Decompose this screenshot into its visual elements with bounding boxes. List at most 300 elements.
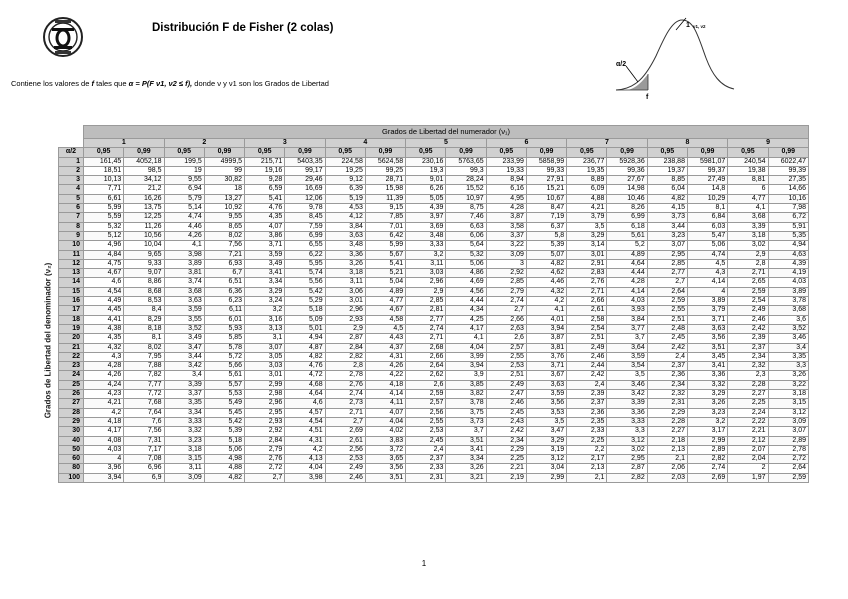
f-value-cell: 3,6 xyxy=(768,315,808,324)
f-value-cell: 5763,65 xyxy=(446,157,486,166)
f-value-cell: 3,99 xyxy=(446,352,486,361)
f-value-cell: 4,57 xyxy=(285,408,325,417)
f-value-cell: 5,2 xyxy=(607,241,647,250)
f-value-cell: 21,2 xyxy=(124,185,164,194)
f-value-cell: 2,4 xyxy=(406,445,446,454)
f-value-cell: 3,81 xyxy=(164,269,204,278)
f-value-cell: 2,53 xyxy=(325,455,365,464)
f-value-cell: 4052,18 xyxy=(124,157,164,166)
f-value-cell: 4 xyxy=(84,455,124,464)
f-value-cell: 3,44 xyxy=(647,222,687,231)
f-value-cell: 3,85 xyxy=(446,380,486,389)
f-value-cell: 3,13 xyxy=(245,324,285,333)
denominator-df-cell: 20 xyxy=(59,334,84,343)
f-value-cell: 4,2 xyxy=(84,408,124,417)
f-value-cell: 2 xyxy=(728,464,768,473)
f-value-cell: 4,44 xyxy=(446,297,486,306)
f-value-cell: 4,77 xyxy=(728,194,768,203)
f-value-cell: 3,71 xyxy=(687,315,727,324)
f-value-cell: 5,91 xyxy=(768,222,808,231)
f-value-cell: 3,79 xyxy=(567,213,607,222)
denominator-df-cell: 9 xyxy=(59,231,84,240)
f-value-cell: 3,73 xyxy=(647,213,687,222)
f-value-cell: 7,31 xyxy=(124,436,164,445)
f-value-cell: 3,01 xyxy=(245,371,285,380)
numerator-df-7: 7 xyxy=(567,139,648,148)
probability-0-99: 0,99 xyxy=(124,148,164,157)
f-value-cell: 9,01 xyxy=(406,176,446,185)
f-value-cell: 6,51 xyxy=(204,278,244,287)
f-value-cell: 2,49 xyxy=(486,380,526,389)
f-value-cell: 3,49 xyxy=(245,259,285,268)
f-value-cell: 7,21 xyxy=(204,250,244,259)
f-value-cell: 5,56 xyxy=(285,278,325,287)
f-value-cell: 5,06 xyxy=(446,259,486,268)
f-value-cell: 8,89 xyxy=(567,176,607,185)
f-value-cell: 4,94 xyxy=(285,334,325,343)
f-value-cell: 27,35 xyxy=(768,176,808,185)
f-value-cell: 3,84 xyxy=(607,315,647,324)
f-value-cell: 4,21 xyxy=(84,399,124,408)
f-value-cell: 233,99 xyxy=(486,157,526,166)
table-row xyxy=(59,390,809,399)
f-value-cell: 3,74 xyxy=(164,278,204,287)
f-value-cell: 2,45 xyxy=(647,334,687,343)
f-value-cell: 2,74 xyxy=(687,464,727,473)
f-value-cell: 3,23 xyxy=(647,231,687,240)
denominator-df-cell: 11 xyxy=(59,250,84,259)
f-value-cell: 19 xyxy=(164,166,204,175)
f-value-cell: 2,48 xyxy=(647,324,687,333)
f-value-cell: 2,25 xyxy=(486,455,526,464)
f-value-cell: 10,67 xyxy=(526,194,566,203)
f-value-cell: 8,47 xyxy=(526,204,566,213)
f-value-cell: 19,3 xyxy=(406,166,446,175)
f-value-cell: 3,89 xyxy=(164,259,204,268)
f-value-cell: 3,7 xyxy=(446,427,486,436)
f-value-cell: 4,02 xyxy=(365,427,405,436)
f-value-cell: 4,17 xyxy=(446,324,486,333)
f-value-cell: 2,03 xyxy=(647,473,687,482)
table-row xyxy=(59,380,809,389)
probability-0-95: 0,95 xyxy=(325,148,365,157)
f-value-cell: 2,53 xyxy=(406,427,446,436)
f-value-cell: 3,79 xyxy=(687,306,727,315)
f-value-cell: 19,33 xyxy=(486,166,526,175)
f-value-cell: 5,72 xyxy=(204,352,244,361)
f-value-cell: 3,5 xyxy=(567,222,607,231)
f-value-cell: 19,25 xyxy=(325,166,365,175)
numerator-df-4: 4 xyxy=(325,139,406,148)
f-value-cell: 3,56 xyxy=(687,334,727,343)
f-value-cell: 27,91 xyxy=(526,176,566,185)
f-value-cell: 5,8 xyxy=(526,231,566,240)
f-value-cell: 6,9 xyxy=(124,473,164,482)
f-value-cell: 3,11 xyxy=(164,464,204,473)
f-value-cell: 3,48 xyxy=(406,231,446,240)
f-value-cell: 238,88 xyxy=(647,157,687,166)
f-value-cell: 19,35 xyxy=(567,166,607,175)
f-value-cell: 3,89 xyxy=(687,297,727,306)
f-value-cell: 4,3 xyxy=(687,269,727,278)
f-value-cell: 2,45 xyxy=(406,436,446,445)
f-value-cell: 3,23 xyxy=(687,408,727,417)
f-value-cell: 2,71 xyxy=(406,334,446,343)
f-value-cell: 3,84 xyxy=(325,222,365,231)
f-value-cell: 3,54 xyxy=(607,362,647,371)
f-value-cell: 2,46 xyxy=(486,399,526,408)
f-value-cell: 4,15 xyxy=(647,204,687,213)
f-value-cell: 2,13 xyxy=(567,464,607,473)
f-value-cell: 6,26 xyxy=(406,185,446,194)
table-row xyxy=(59,259,809,268)
f-value-cell: 2,19 xyxy=(486,473,526,482)
denominator-df-cell: 26 xyxy=(59,390,84,399)
f-value-cell: 8,4 xyxy=(124,306,164,315)
f-value-cell: 2,76 xyxy=(245,455,285,464)
f-value-cell: 4,04 xyxy=(365,417,405,426)
f-value-cell: 7,08 xyxy=(124,455,164,464)
denominator-df-cell: 10 xyxy=(59,241,84,250)
f-value-cell: 4,74 xyxy=(164,213,204,222)
f-value-cell: 5,61 xyxy=(607,231,647,240)
f-value-cell: 2,36 xyxy=(567,408,607,417)
f-value-cell: 5,12 xyxy=(84,231,124,240)
f-value-cell: 8,1 xyxy=(124,334,164,343)
f-value-cell: 4 xyxy=(687,287,727,296)
f-value-cell: 5,79 xyxy=(164,194,204,203)
f-value-cell: 3,93 xyxy=(607,306,647,315)
f-value-cell: 6,93 xyxy=(204,259,244,268)
table-row xyxy=(59,334,809,343)
table-row xyxy=(59,352,809,361)
f-value-cell: 4,24 xyxy=(84,380,124,389)
f-value-cell: 8,29 xyxy=(124,315,164,324)
f-value-cell: 12,25 xyxy=(124,213,164,222)
f-value-cell: 2,79 xyxy=(245,445,285,454)
f-value-cell: 2,68 xyxy=(406,343,446,352)
f-value-cell: 15,21 xyxy=(526,185,566,194)
f-value-cell: 3,7 xyxy=(607,334,647,343)
f-value-cell: 3,11 xyxy=(406,259,446,268)
f-value-cell: 6,22 xyxy=(285,250,325,259)
f-value-cell: 4,12 xyxy=(325,213,365,222)
f-value-cell: 99 xyxy=(204,166,244,175)
f-value-cell: 3,06 xyxy=(325,287,365,296)
f-value-cell: 4,07 xyxy=(245,222,285,231)
f-value-cell: 4,28 xyxy=(486,204,526,213)
f-value-cell: 4,82 xyxy=(526,259,566,268)
f-value-cell: 3,63 xyxy=(164,297,204,306)
f-value-cell: 2,95 xyxy=(245,408,285,417)
f-value-cell: 2,49 xyxy=(325,464,365,473)
f-value-cell: 4,32 xyxy=(84,343,124,352)
f-value-cell: 2,72 xyxy=(768,455,808,464)
f-value-cell: 3,55 xyxy=(164,315,204,324)
f-value-cell: 3,05 xyxy=(245,352,285,361)
f-value-cell: 2,21 xyxy=(486,464,526,473)
f-value-cell: 2,87 xyxy=(325,334,365,343)
f-value-cell: 3 xyxy=(486,259,526,268)
f-value-cell: 4,84 xyxy=(84,250,124,259)
f-value-cell: 2,39 xyxy=(567,390,607,399)
f-value-cell: 8,18 xyxy=(124,324,164,333)
f-value-cell: 10,13 xyxy=(84,176,124,185)
f-value-cell: 2,69 xyxy=(325,427,365,436)
f-value-cell: 5,45 xyxy=(204,408,244,417)
f-value-cell: 2,99 xyxy=(526,473,566,482)
f-value-cell: 3,2 xyxy=(687,417,727,426)
f-value-cell: 6,84 xyxy=(687,213,727,222)
probability-0-99: 0,99 xyxy=(285,148,325,157)
f-value-cell: 3,32 xyxy=(164,427,204,436)
f-value-cell: 3,94 xyxy=(84,473,124,482)
f-value-cell: 4,74 xyxy=(687,250,727,259)
f-value-cell: 9,65 xyxy=(124,250,164,259)
f-value-cell: 3,11 xyxy=(325,278,365,287)
f-value-cell: 14,8 xyxy=(687,185,727,194)
f-value-cell: 2,44 xyxy=(567,362,607,371)
f-value-cell: 5,61 xyxy=(204,371,244,380)
f-value-cell: 99,39 xyxy=(768,166,808,175)
f-value-cell: 3,51 xyxy=(365,473,405,482)
f-value-cell: 2,61 xyxy=(567,306,607,315)
numerator-df-header: Grados de Libertad del numerador (ν₁) xyxy=(84,126,809,139)
f-value-cell: 5,06 xyxy=(204,445,244,454)
f-value-cell: 2,87 xyxy=(607,464,647,473)
f-value-cell: 4,44 xyxy=(607,269,647,278)
f-value-cell: 2,24 xyxy=(728,408,768,417)
f-value-cell: 8,81 xyxy=(728,176,768,185)
probability-0-95: 0,95 xyxy=(164,148,204,157)
f-value-cell: 2,85 xyxy=(647,259,687,268)
denominator-df-cell: 28 xyxy=(59,408,84,417)
f-value-cell: 7,56 xyxy=(124,427,164,436)
f-value-cell: 3,42 xyxy=(607,390,647,399)
f-value-cell: 2,9 xyxy=(325,324,365,333)
f-value-cell: 99,3 xyxy=(446,166,486,175)
f-value-cell: 6,55 xyxy=(285,241,325,250)
f-value-cell: 2,6 xyxy=(486,334,526,343)
f-value-cell: 2,89 xyxy=(687,445,727,454)
f-value-cell: 8,85 xyxy=(647,176,687,185)
f-value-cell: 6,16 xyxy=(486,185,526,194)
f-value-cell: 14,66 xyxy=(768,185,808,194)
f-value-cell: 2,74 xyxy=(486,297,526,306)
f-value-cell: 8,1 xyxy=(687,204,727,213)
f-value-cell: 2,51 xyxy=(567,334,607,343)
probability-0-99: 0,99 xyxy=(768,148,808,157)
f-value-cell: 3,18 xyxy=(164,445,204,454)
f-value-cell: 3,56 xyxy=(526,399,566,408)
f-value-cell: 4,89 xyxy=(607,250,647,259)
f-value-cell: 2,84 xyxy=(245,436,285,445)
f-value-cell: 4,04 xyxy=(285,464,325,473)
f-value-cell: 5,39 xyxy=(204,427,244,436)
f-value-cell: 2,37 xyxy=(406,455,446,464)
f-value-cell: 2,29 xyxy=(486,445,526,454)
f-value-cell: 18,51 xyxy=(84,166,124,175)
f-value-cell: 2,57 xyxy=(486,343,526,352)
f-value-cell: 5,21 xyxy=(365,269,405,278)
f-value-cell: 2,04 xyxy=(728,455,768,464)
probability-formula: α = P(F ν1, ν2 ≤ f), xyxy=(128,79,193,88)
f-value-cell: 3,63 xyxy=(325,231,365,240)
f-value-cell: 3,46 xyxy=(768,334,808,343)
f-value-cell: 4,31 xyxy=(365,352,405,361)
f-value-cell: 3,41 xyxy=(446,445,486,454)
denominator-df-cell: 24 xyxy=(59,371,84,380)
f-value-cell: 5,57 xyxy=(204,380,244,389)
f-value-cell: 10,92 xyxy=(204,204,244,213)
f-value-cell: 2,21 xyxy=(728,427,768,436)
f-value-cell: 5,99 xyxy=(84,204,124,213)
f-value-cell: 3,68 xyxy=(768,306,808,315)
f-value-cell: 4,68 xyxy=(285,380,325,389)
f-value-cell: 2,06 xyxy=(647,464,687,473)
f-value-cell: 3,18 xyxy=(768,390,808,399)
denominator-df-cell: 19 xyxy=(59,324,84,333)
f-value-cell: 3,16 xyxy=(245,315,285,324)
f-value-cell: 2,76 xyxy=(325,380,365,389)
f-value-cell: 4,39 xyxy=(768,259,808,268)
f-value-cell: 4,1 xyxy=(728,204,768,213)
f-value-cell: 3,41 xyxy=(687,362,727,371)
f-value-cell: 28,71 xyxy=(365,176,405,185)
f-value-cell: 18 xyxy=(204,185,244,194)
numerator-df-1: 1 xyxy=(84,139,165,148)
f-value-cell: 5,41 xyxy=(245,194,285,203)
f-value-cell: 2,62 xyxy=(406,371,446,380)
f-value-cell: 3,63 xyxy=(687,324,727,333)
f-value-cell: 3,47 xyxy=(164,343,204,352)
f-value-cell: 9,12 xyxy=(325,176,365,185)
f-value-cell: 99,37 xyxy=(687,166,727,175)
f-value-cell: 4,67 xyxy=(84,269,124,278)
f-value-cell: 4,63 xyxy=(768,250,808,259)
f-value-cell: 3,29 xyxy=(245,287,285,296)
f-value-cell: 2,37 xyxy=(647,362,687,371)
f-value-cell: 4,34 xyxy=(446,306,486,315)
f-value-cell: 2,56 xyxy=(325,445,365,454)
table-row xyxy=(59,185,809,194)
f-value-cell: 2,35 xyxy=(567,417,607,426)
f-value-cell: 3,73 xyxy=(446,417,486,426)
f-value-cell: 4,54 xyxy=(285,417,325,426)
f-value-cell: 2,55 xyxy=(486,352,526,361)
f-value-cell: 4,1 xyxy=(164,241,204,250)
f-value-cell: 4,19 xyxy=(768,269,808,278)
f-value-cell: 2,54 xyxy=(728,297,768,306)
f-value-cell: 3,26 xyxy=(325,259,365,268)
f-value-cell: 7,95 xyxy=(124,352,164,361)
f-value-cell: 5858,99 xyxy=(526,157,566,166)
f-value-cell: 224,58 xyxy=(325,157,365,166)
f-value-cell: 5,93 xyxy=(204,324,244,333)
f-value-cell: 4,87 xyxy=(285,343,325,352)
f-value-cell: 3,63 xyxy=(526,380,566,389)
f-value-cell: 6,37 xyxy=(526,222,566,231)
f-value-cell: 98,5 xyxy=(124,166,164,175)
f-value-cell: 3,98 xyxy=(164,250,204,259)
f-value-cell: 7,85 xyxy=(365,213,405,222)
f-distribution-curve-figure xyxy=(606,6,738,100)
f-value-cell: 3,36 xyxy=(325,250,365,259)
f-value-cell: 3,86 xyxy=(245,231,285,240)
f-value-cell: 4,14 xyxy=(365,390,405,399)
f-value-cell: 3,12 xyxy=(768,408,808,417)
f-value-cell: 3,26 xyxy=(687,399,727,408)
f-value-cell: 3,04 xyxy=(526,464,566,473)
f-value-cell: 10,46 xyxy=(607,194,647,203)
probability-0-99: 0,99 xyxy=(446,148,486,157)
f-value-cell: 4,64 xyxy=(285,390,325,399)
f-value-cell: 5,19 xyxy=(325,194,365,203)
probability-0-95: 0,95 xyxy=(647,148,687,157)
f-value-cell: 5,01 xyxy=(285,324,325,333)
f-value-cell: 4,26 xyxy=(365,362,405,371)
f-value-cell: 2,79 xyxy=(486,287,526,296)
denominator-df-cell: 60 xyxy=(59,455,84,464)
f-value-cell: 9,33 xyxy=(124,259,164,268)
f-value-cell: 2,64 xyxy=(647,287,687,296)
f-value-cell: 3,22 xyxy=(768,380,808,389)
f-value-cell: 2,82 xyxy=(607,473,647,482)
f-value-cell: 5,14 xyxy=(164,204,204,213)
f-value-cell: 11,39 xyxy=(365,194,405,203)
f-value-cell: 2,54 xyxy=(567,324,607,333)
probability-0-99: 0,99 xyxy=(687,148,727,157)
denominator-df-cell: 21 xyxy=(59,343,84,352)
f-value-cell: 2,18 xyxy=(647,436,687,445)
f-value-cell: 4,94 xyxy=(768,241,808,250)
f-value-cell: 3,36 xyxy=(687,371,727,380)
f-value-cell: 4,75 xyxy=(84,259,124,268)
f-value-cell: 4,25 xyxy=(446,315,486,324)
f-value-cell: 3,03 xyxy=(406,269,446,278)
f-value-cell: 2,66 xyxy=(486,315,526,324)
f-value-cell: 3,29 xyxy=(687,390,727,399)
f-value-cell: 4999,5 xyxy=(204,157,244,166)
f-value-cell: 27,49 xyxy=(687,176,727,185)
f-value-cell: 2,1 xyxy=(567,473,607,482)
svg-text:f: f xyxy=(646,94,649,100)
f-value-cell: 2,95 xyxy=(607,455,647,464)
denominator-df-cell: 1 xyxy=(59,157,84,166)
f-value-cell: 6,61 xyxy=(84,194,124,203)
f-value-cell: 4,49 xyxy=(84,297,124,306)
f-value-cell: 16,26 xyxy=(124,194,164,203)
f-value-cell: 3,02 xyxy=(728,241,768,250)
table-row xyxy=(59,315,809,324)
f-value-cell: 6 xyxy=(728,185,768,194)
probability-0-99: 0,99 xyxy=(607,148,647,157)
f-value-cell: 2,22 xyxy=(728,417,768,426)
f-value-cell: 4,26 xyxy=(84,371,124,380)
f-value-cell: 2,7 xyxy=(245,473,285,482)
f-value-cell: 3,58 xyxy=(486,222,526,231)
probability-row xyxy=(59,148,809,157)
f-value-cell: 5,99 xyxy=(365,241,405,250)
svg-text:1: 1 xyxy=(686,22,690,29)
f-value-cell: 2,66 xyxy=(406,352,446,361)
f-value-cell: 2,85 xyxy=(406,297,446,306)
page-title: Distribución F de Fisher (2 colas) xyxy=(152,22,334,34)
f-value-cell: 4,76 xyxy=(245,204,285,213)
f-value-cell: 6,99 xyxy=(285,231,325,240)
f-value-cell: 6,36 xyxy=(204,287,244,296)
table-row xyxy=(59,204,809,213)
